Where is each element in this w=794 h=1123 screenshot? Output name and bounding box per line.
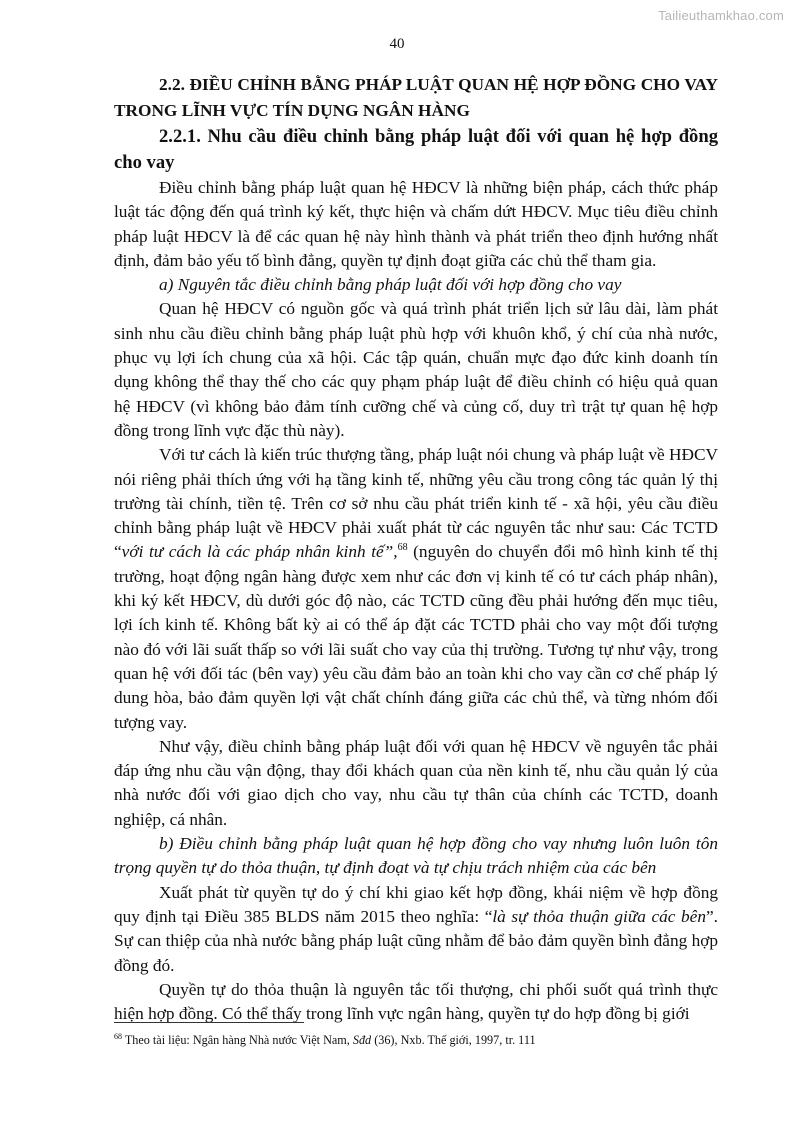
paragraph-5-quote: là sự thỏa thuận giữa các bên (492, 906, 706, 926)
footnote-ref[interactable]: 68 (397, 542, 408, 554)
paragraph-5-text-1: Xuất phát từ quyền tự do ý chí khi giao kết hợp đồng, khái niệm về hợp đồng quy định tại Điều 385 BLDS năm 2015 theo nghĩa: “ (114, 882, 718, 926)
footnote-text-1: Theo tài liệu: Ngân hàng Nhà nước Việt Nam, (122, 1033, 353, 1047)
footnote-text-2: (36), Nxb. Thế giới, 1997, tr. 111 (371, 1033, 536, 1047)
paragraph-4: Như vậy, điều chỉnh bằng pháp luật đối với quan hệ HĐCV về nguyên tắc phải đáp ứng nhu cầu vận động, thay đổi khách quan của nền kinh tế, nhu cầu quản lý của nhà nước đối với giao dịch cho vay, nhu cầu tự thân của chính các TCTD, doanh nghiệp, cá nhân. (114, 736, 718, 829)
paragraph-3-text-1: Với tư cách là kiến trúc thượng tầng, pháp luật nói chung và pháp luật về HĐCV nói riêng phải thích ứng với hạ tầng kinh tế, những yêu cầu trong công tác quản lý thị trường tài chính, tiền tệ. Trên cơ sở nhu cầu phát triển kinh tế - xã hội, yêu cầu điều chỉnh bằng pháp luật về HĐCV phải xuất phát từ các nguyên tắc như sau: Các TCTD “ (114, 445, 718, 562)
document-body (114, 72, 718, 1026)
footnote (114, 1033, 718, 1048)
paragraph-5 (114, 881, 718, 978)
paragraph-3 (114, 443, 718, 735)
heading-b: b) Điều chỉnh bằng pháp luật quan hệ hợp đồng cho vay nhưng luôn luôn tôn trọng quyền tự do thỏa thuận, tự định đoạt và tự chịu trách nhiệm của các bên (114, 834, 718, 878)
page-number: 40 (389, 36, 405, 52)
paragraph-2: Quan hệ HĐCV có nguồn gốc và quá trình phát triển lịch sử lâu dài, làm phát sinh nhu cầu điều chỉnh bằng pháp luật phù hợp với khuôn khổ, ý chí của nhà nước, phục vụ lợi ích chung của xã hội. Các tập quán, chuẩn mực đạo đức kinh doanh tín dụng không thể thay thế cho các quy phạm pháp luật để điều chỉnh có hiệu quả quan hệ HĐCV (vì không bảo đảm tính cưỡng chế và củng cố, duy trì trật tự quan hệ hợp đồng trong lĩnh vực đặc thù này). (114, 299, 718, 440)
paragraph-3-quote: với tư cách là các pháp nhân kinh tế”, (121, 542, 398, 562)
watermark: Tailieuthamkhao.com (658, 8, 784, 23)
footnote-italic: Sđd (352, 1033, 372, 1047)
footnote-number: 68 (114, 1031, 122, 1041)
paragraph-6: Quyền tự do thỏa thuận là nguyên tắc tối thượng, chi phối suốt quá trình thực hiện hợp đồng. Có thể thấy trong lĩnh vực ngân hàng, quyền tự do hợp đồng bị giới (114, 979, 718, 1024)
paragraph-3-text-2: (nguyên do chuyển đổi mô hình kinh tế thị trường, hoạt động ngân hàng được xem như các đơn vị kinh tế có tư cách pháp nhân), khi ký kết HĐCV, dù dưới góc độ nào, các TCTD cũng đều phải hướng đến mục tiêu, lợi ích kinh tế. Không bất kỳ ai có thể áp đặt các TCTD phải cho vay một đối tượng nào đó với lãi suất thấp so với lãi suất cho vay của thị trường. Tương tự như vậy, trong quan hệ với đối tác (bên vay) yêu cầu đảm bảo an toàn khi cho vay cần cơ chế pháp lý dung hòa, bảo đảm quyền lợi vật chất chính đáng giữa các chủ thể, và từng nhóm đối tượng vay. (114, 542, 718, 732)
footnote-divider (114, 1022, 304, 1023)
heading-a: a) Nguyên tắc điều chỉnh bằng pháp luật đối với hợp đồng cho vay (159, 275, 622, 295)
paragraph-5-text-2: ”. Sự can thiệp của nhà nước bằng pháp luật cũng nhằm để bảo đảm quyền bình đẳng hợp đồng đó. (114, 906, 718, 975)
paragraph-1: Điều chỉnh bằng pháp luật quan hệ HĐCV là những biện pháp, cách thức pháp luật tác động đến quá trình ký kết, thực hiện và chấm dứt HĐCV. Mục tiêu điều chỉnh pháp luật HĐCV là để các quan hệ này hình thành và phát triển theo định hướng nhất định, đảm bảo yếu tố bình đẳng, quyền tự định đoạt giữa các chủ thể tham gia. (114, 178, 718, 270)
section-heading: 2.2. ĐIỀU CHỈNH BẰNG PHÁP LUẬT QUAN HỆ HỢP ĐỒNG CHO VAY TRONG LĨNH VỰC TÍN DỤNG NGÂN HÀNG (114, 75, 718, 120)
subsection-heading: 2.2.1. Nhu cầu điều chỉnh bằng pháp luật đối với quan hệ hợp đồng cho vay (114, 126, 718, 173)
